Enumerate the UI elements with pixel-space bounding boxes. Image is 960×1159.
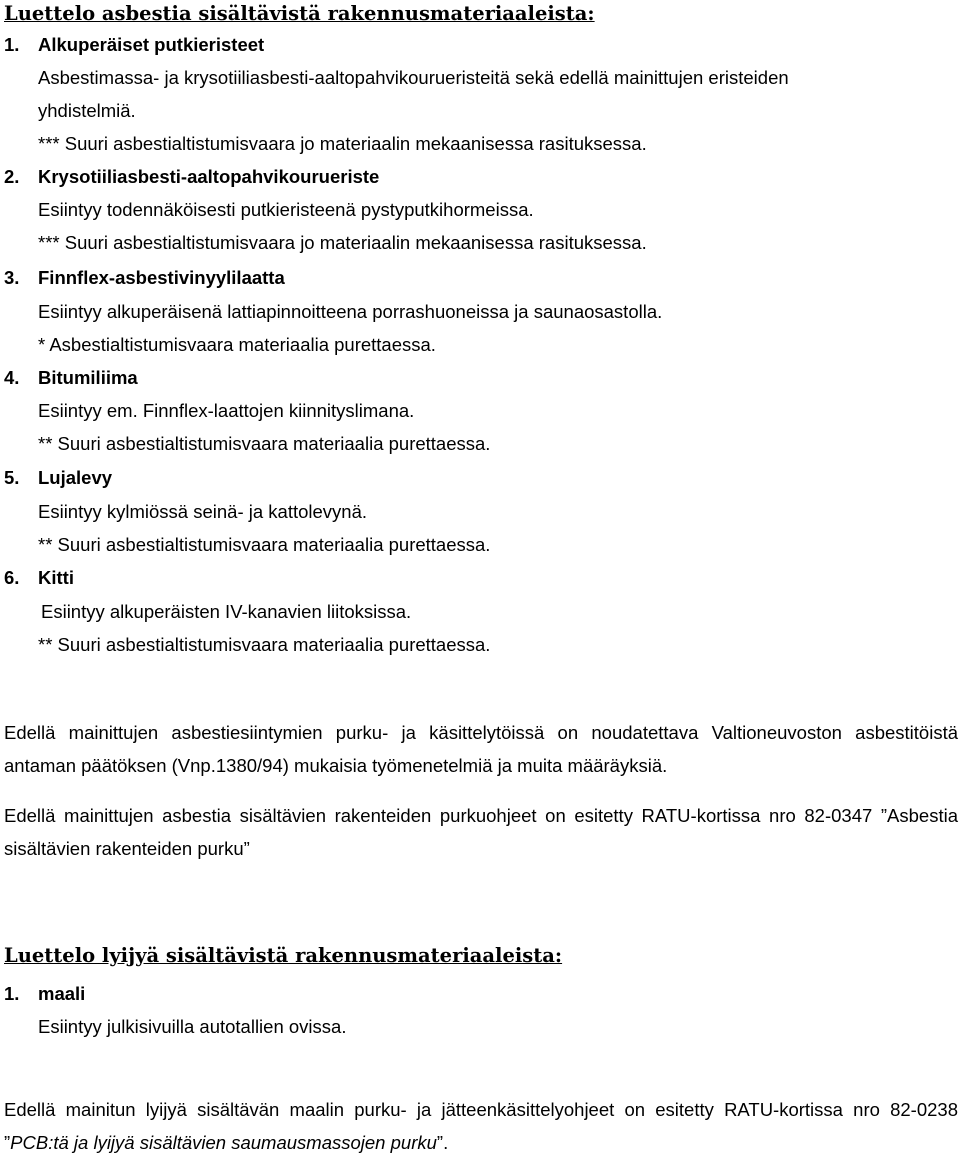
- lead-item-1-number: 1.: [4, 983, 20, 1004]
- item-3-line-1: Esiintyy alkuperäisenä lattiapinnoitteena porrashuoneissa ja saunaosastolla.: [38, 301, 663, 322]
- item-2-title: Krysotiiliasbesti-aaltopahvikourueriste: [38, 166, 380, 187]
- paragraph-lead-suffix: ”.: [436, 1132, 449, 1153]
- paragraph-asbestos-regulations: Edellä mainittujen asbestiesiintymien purku- ja käsittelytöissä on noudatettava Valtioneuvoston asbestitöistä antaman päätöksen (Vnp.1380/94) mukaisia työmenetelmiä ja muita määräyksiä.: [4, 722, 958, 776]
- paragraph-lead-italic-title: PCB:tä ja lyijyä sisältävien saumausmassojen purku: [10, 1132, 437, 1153]
- lead-item-1-line: Esiintyy julkisivuilla autotallien ovissa.: [38, 1016, 347, 1037]
- paragraph-lead-prefix: Edellä mainitun lyijyä sisältävän maalin purku- ja jätteenkäsittelyohjeet on esitetty RATU-kortissa nro 82-0238 ”: [4, 1099, 958, 1153]
- item-6-line-2: ** Suuri asbestialtistumisvaara materiaalia purettaessa.: [38, 634, 491, 655]
- item-1-line-2: yhdistelmiä.: [38, 100, 136, 121]
- item-4-title: Bitumiliima: [38, 367, 138, 388]
- item-4-line-1: Esiintyy em. Finnflex-laattojen kiinnityslimana.: [38, 400, 415, 421]
- item-4-number: 4.: [4, 367, 20, 388]
- item-5-line-2: ** Suuri asbestialtistumisvaara materiaalia purettaessa.: [38, 534, 491, 555]
- item-5-line-1: Esiintyy kylmiössä seinä- ja kattolevynä.: [38, 501, 368, 522]
- paragraph-asbestos-instructions: Edellä mainittujen asbestia sisältävien rakenteiden purkuohjeet on esitetty RATU-kortissa nro 82-0347 ”Asbestia sisältävien rakenteiden purku”: [4, 805, 958, 859]
- item-6-title: Kitti: [38, 567, 74, 588]
- item-2-number: 2.: [4, 166, 20, 187]
- item-2-line-2: *** Suuri asbestialtistumisvaara jo materiaalin mekaanisessa rasituksessa.: [38, 232, 647, 253]
- item-4-line-2: ** Suuri asbestialtistumisvaara materiaalia purettaessa.: [38, 433, 491, 454]
- item-1-line-3: *** Suuri asbestialtistumisvaara jo materiaalin mekaanisessa rasituksessa.: [38, 133, 647, 154]
- lead-item-1-title: maali: [38, 983, 86, 1004]
- asbestos-heading: Luettelo asbestia sisältävistä rakennusmateriaaleista:: [4, 2, 595, 25]
- lead-heading: Luettelo lyijyä sisältävistä rakennusmateriaaleista:: [4, 944, 563, 967]
- item-1-title: Alkuperäiset putkieristeet: [38, 34, 265, 55]
- item-3-number: 3.: [4, 267, 20, 288]
- item-3-title: Finnflex-asbestivinyylilaatta: [38, 267, 285, 288]
- item-6-number: 6.: [4, 567, 20, 588]
- item-2-line-1: Esiintyy todennäköisesti putkieristeenä pystyputkihormeissa.: [38, 199, 534, 220]
- item-1-number: 1.: [4, 34, 20, 55]
- item-5-number: 5.: [4, 467, 20, 488]
- paragraph-lead-instructions: [4, 1093, 958, 1159]
- item-5-title: Lujalevy: [38, 467, 113, 488]
- item-3-line-2: * Asbestialtistumisvaara materiaalia purettaessa.: [38, 334, 436, 355]
- item-1-line-1: Asbestimassa- ja krysotiiliasbesti-aaltopahvikourueristeitä sekä edellä mainittujen eristeiden: [38, 67, 789, 88]
- item-6-line-1: Esiintyy alkuperäisten IV-kanavien liitoksissa.: [41, 601, 412, 622]
